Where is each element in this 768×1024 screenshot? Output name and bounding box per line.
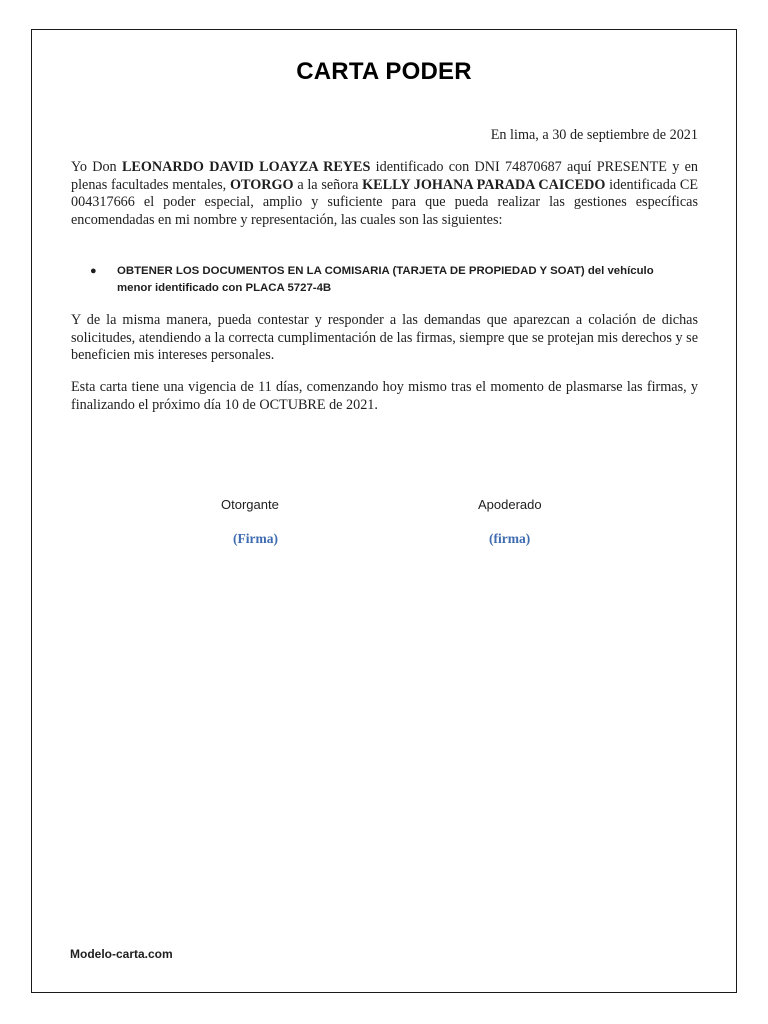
grantor-name: LEONARDO DAVID LOAYZA REYES	[121, 159, 371, 175]
grantor-signature: (Firma)	[233, 531, 278, 546]
validity-paragraph: Esta carta tiene una vigencia de 11 días, comenzando hoy mismo tras el momento de plasmarse las firmas, y finalizando el próximo día 10 de OCTUBRE de 2021.	[71, 379, 698, 413]
paragraph-text: Yo Don	[71, 159, 122, 175]
date-line: En lima, a 30 de septiembre de 2021	[490, 127, 698, 143]
document-title: CARTA PODER	[296, 58, 472, 85]
tasks-list	[90, 263, 690, 297]
attorney-name: KELLY JOHANA PARADA CAICEDO	[362, 176, 606, 193]
list-item	[90, 263, 690, 297]
grant-action: OTORGO	[229, 176, 294, 193]
paragraph-text: a la señora	[293, 176, 363, 193]
attorney-signature: (firma)	[489, 531, 531, 546]
attorney-label: Apoderado	[478, 497, 542, 512]
task-text: OBTENER LOS DOCUMENTOS EN LA COMISARIA (TARJETA DE PROPIEDAD Y SOAT) del vehículo menor identificado con PLACA 5727-4B	[117, 265, 654, 294]
bullet-icon: ●	[90, 265, 97, 277]
footer-source: Modelo-carta.com	[70, 947, 173, 961]
opening-paragraph	[71, 159, 698, 229]
paragraph-text: identificada CE 004317666 el poder especial, amplio y suficiente para que pueda realizar las gestiones específicas encomendadas en mi nombre y representación, las cuales son las siguientes:	[71, 176, 698, 228]
paragraph-text: identificado con DNI 74870687 aquí PRESENTE y en plenas facultades mentales,	[71, 159, 698, 193]
second-paragraph: Y de la misma manera, pueda contestar y responder a las demandas que aparezcan a colación de dichas solicitudes, atendiendo a la correcta cumplimentación de las firmas, siempre que se protejan mis derechos y se beneficien mis intereses personales.	[71, 312, 698, 363]
grantor-label: Otorgante	[221, 497, 279, 512]
